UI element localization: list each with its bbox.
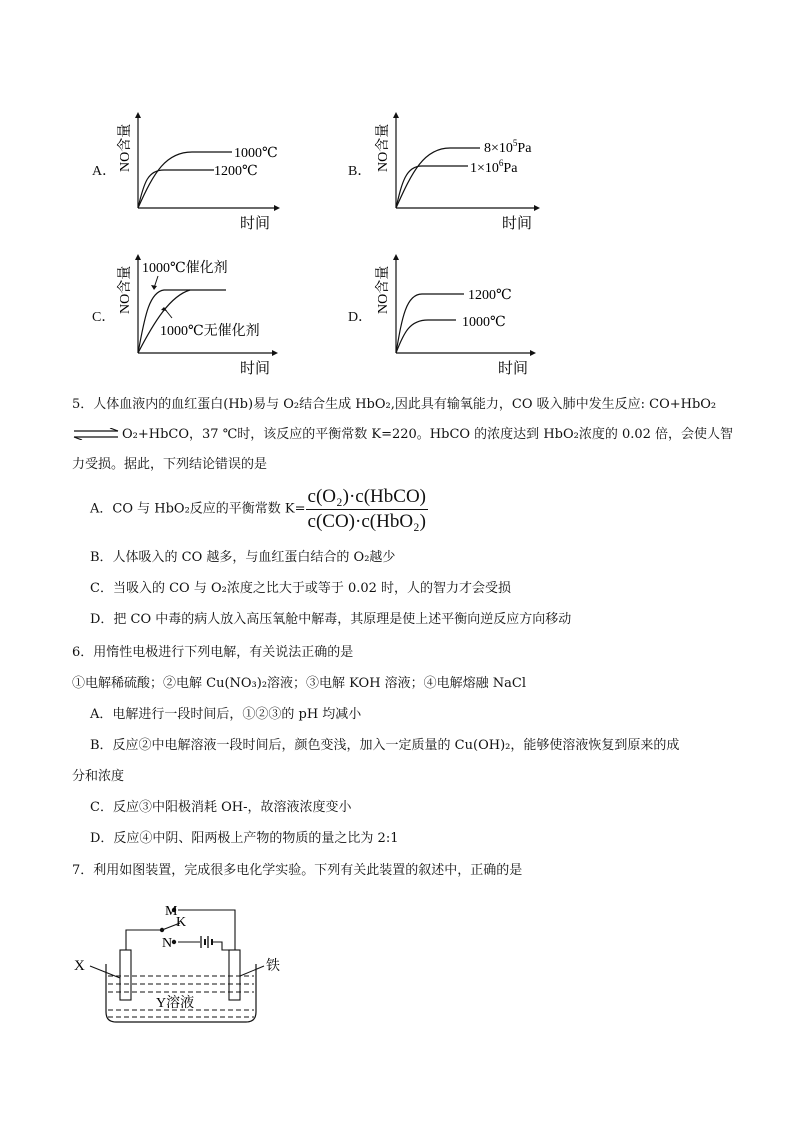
label-solution: Y溶液 <box>156 996 195 1011</box>
graph-a-curve2: 1200℃ <box>214 164 258 179</box>
graph-a <box>114 112 284 237</box>
graph-c-curve2: 1000℃无催化剂 <box>160 324 260 339</box>
graph-d-xlabel: 时间 <box>498 361 529 377</box>
graph-d-ylabel: NO含量 <box>376 265 391 314</box>
graph-c-label: C． <box>92 310 116 325</box>
q6-option-b-line2: 分和浓度 <box>72 769 125 784</box>
equilibrium-constant-fraction <box>306 486 428 533</box>
fraction-numerator: c(O₂)·c(HbCO) <box>306 486 428 510</box>
label-k: K <box>176 915 187 930</box>
q6-stem: 6．用惰性电极进行下列电解，有关说法正确的是 <box>72 645 354 660</box>
graph-b-xlabel: 时间 <box>502 216 533 232</box>
graph-b-curve1-exp: 5 <box>512 138 518 148</box>
graph-c <box>114 252 299 380</box>
graph-d-curve1: 1200℃ <box>468 288 512 303</box>
q6-option-b-line1: B．反应②中电解溶液一段时间后，颜色变浅，加入一定质量的 Cu(OH)₂，能够使溶液恢复到原来的成 <box>90 738 680 753</box>
q6-option-c: C．反应③中阳极消耗 OH-，故溶液浓度变小 <box>90 800 352 815</box>
graph-b-ylabel: NO含量 <box>376 123 391 172</box>
svg-text:1×106Pa <box>470 158 518 176</box>
terminal-n <box>172 940 176 944</box>
equilibrium-arrow-icon <box>72 428 120 440</box>
electrode-x <box>120 950 131 1000</box>
q7-stem: 7．利用如图装置，完成很多电化学实验。下列有关此装置的叙述中，正确的是 <box>72 863 523 878</box>
label-x: X <box>74 958 85 974</box>
q6-items: ①电解稀硫酸；②电解 Cu(NO₃)₂溶液；③电解 KOH 溶液；④电解熔融 NaCl <box>72 676 527 691</box>
q5-option-d: D．把 CO 中毒的病人放入高压氧舱中解毒，其原理是使上述平衡向逆反应方向移动 <box>90 612 572 627</box>
q5-line1: 5．人体血液内的血红蛋白(Hb)易与 O₂结合生成 HbO₂,因此具有输氧能力，CO 吸入肺中发生反应: CO+HbO₂ <box>72 397 717 412</box>
graph-b-label: B． <box>348 164 372 179</box>
svg-text:8×105Pa <box>484 138 532 156</box>
graph-c-curve1: 1000℃催化剂 <box>142 261 228 276</box>
graph-a-label: A． <box>92 164 117 179</box>
graph-a-ylabel: NO含量 <box>118 123 133 172</box>
electrolysis-apparatus-diagram <box>70 896 300 1032</box>
q5-option-c: C．当吸入的 CO 与 O₂浓度之比大于或等于 0.02 时，人的智力才会受损 <box>90 581 512 596</box>
graph-b-curve2-unit: Pa <box>503 161 518 176</box>
q5-line2: O₂+HbCO，37 ℃时，该反应的平衡常数 K=220。HbCO 的浓度达到 HbO₂浓度的 0.02 倍，会使人智 <box>122 427 734 442</box>
q6-option-a: A．电解进行一段时间后，①②③的 pH 均减小 <box>90 707 362 722</box>
q5-option-b: B．人体吸入的 CO 越多，与血红蛋白结合的 O₂越少 <box>90 550 396 565</box>
graph-b-curve1-base: 8×10 <box>484 141 513 156</box>
graph-c-ylabel: NO含量 <box>118 265 133 314</box>
q5-option-a-text: A．CO 与 HbO₂反应的平衡常数 K= <box>90 501 306 517</box>
graph-d <box>370 252 550 380</box>
graph-a-xlabel: 时间 <box>240 216 271 232</box>
label-n: N <box>162 936 173 951</box>
graph-a-curve1: 1000℃ <box>234 146 278 161</box>
label-m: M <box>165 904 178 919</box>
label-iron: 铁 <box>266 959 280 974</box>
electrode-iron <box>229 950 240 1000</box>
graph-d-curve2: 1000℃ <box>462 315 506 330</box>
graph-b-curve2-base: 1×10 <box>470 161 499 176</box>
q5-option-a <box>90 486 428 533</box>
graph-b-curve2-exp: 6 <box>498 158 504 168</box>
graph-b-curve1-unit: Pa <box>517 141 532 156</box>
graph-d-label: D． <box>348 310 373 325</box>
graph-b <box>370 112 550 237</box>
q5-line3: 力受损。据此，下列结论错误的是 <box>72 457 268 472</box>
q6-option-d: D．反应④中阴、阳两极上产物的物质的量之比为 2:1 <box>90 831 399 846</box>
graph-c-xlabel: 时间 <box>240 361 271 377</box>
fraction-denominator: c(CO)·c(HbO₂) <box>307 511 426 532</box>
